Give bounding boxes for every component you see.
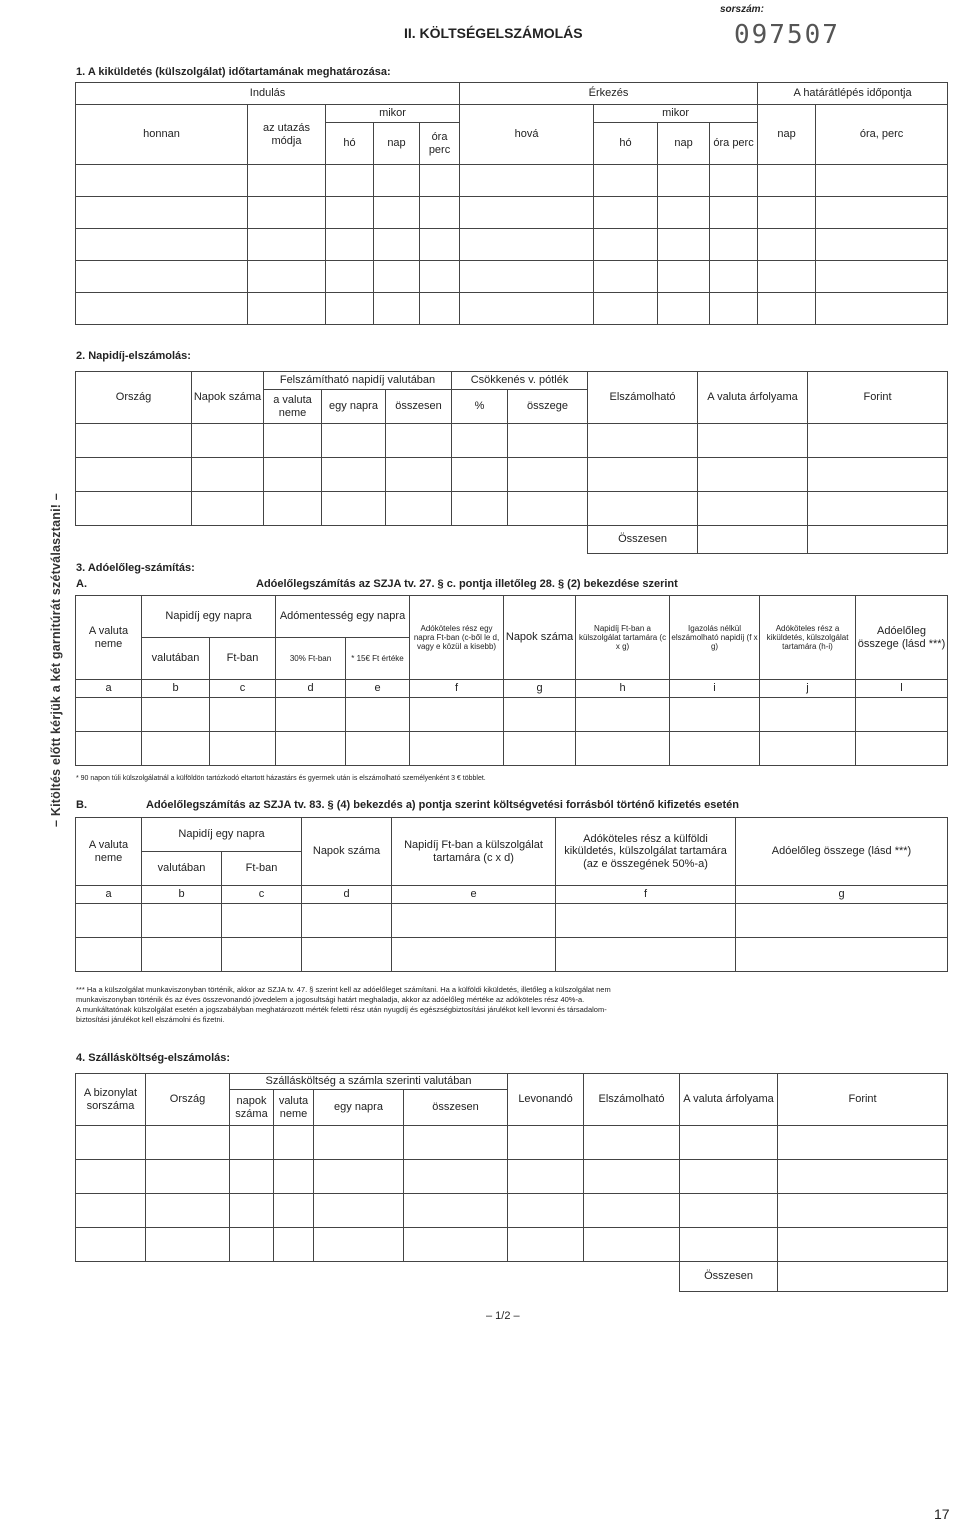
input-cell[interactable] [808,492,948,526]
footnote-star: * 90 napon túli külszolgálatnál a külföldön tartózkodó eltartott házastárs és gyermek után is elszámolható személyenként 3 € többlet. [76,775,486,782]
input-cell[interactable] [230,1194,274,1228]
input-cell[interactable] [778,1126,948,1160]
tax-advance-a-table [75,595,948,766]
input-cell[interactable] [192,424,264,458]
col-valutaban: valutában [142,638,210,680]
col-napok-szama: Napok száma [192,372,264,424]
letter-row [76,680,948,698]
col-adoeloleg: Adóelőleg összege (lásd ***) [856,596,948,680]
input-cell[interactable] [322,424,386,458]
input-cell[interactable] [76,424,192,458]
input-cell[interactable] [670,732,760,766]
col-nap: nap [374,123,420,165]
input-cell[interactable] [222,904,302,938]
col-napidij-egy-napra: Napidíj egy napra [142,818,302,852]
col-honnan: honnan [76,105,248,165]
input-cell[interactable] [274,1228,314,1262]
input-cell[interactable] [192,458,264,492]
section2-title: 2. Napidíj-elszámolás: [76,350,191,362]
input-cell[interactable] [404,1228,508,1262]
input-cell[interactable] [314,1126,404,1160]
input-cell[interactable] [508,492,588,526]
input-cell[interactable] [594,261,658,293]
input-cell[interactable] [588,492,698,526]
input-cell[interactable] [680,1194,778,1228]
section3-title: 3. Adóelőleg-számítás: [76,562,195,574]
input-cell[interactable] [76,293,248,325]
col-ft-ban: Ft-ban [210,638,276,680]
input-cell[interactable] [276,732,346,766]
notes-block [76,985,946,1026]
input-cell[interactable] [264,458,322,492]
input-cell[interactable] [816,197,948,229]
input-cell[interactable] [248,197,326,229]
col-utazas-modja: az utazás módja [248,105,326,165]
input-cell[interactable] [658,293,710,325]
column-letter: f [556,886,736,904]
section3b-label: B. [76,799,87,811]
col-forint: Forint [778,1074,948,1126]
col-mikor: mikor [326,105,460,123]
column-letter: h [576,680,670,698]
col-osszege: összege [508,390,588,424]
input-cell[interactable] [76,732,142,766]
col-elszamolhato: Elszámolható [588,372,698,424]
table-row[interactable] [76,197,948,229]
input-cell[interactable] [326,293,374,325]
column-letter: d [302,886,392,904]
table-row[interactable] [76,1160,948,1194]
input-cell[interactable] [670,698,760,732]
input-cell[interactable] [410,698,504,732]
per-diem-table [75,371,948,554]
input-cell[interactable] [588,458,698,492]
col-igazolas: Igazolás nélkül elszámolható napidíj (f x g) [670,596,760,680]
input-cell[interactable] [698,424,808,458]
input-cell[interactable] [210,698,276,732]
col-hova: hová [460,105,594,165]
col-levonando: Levonandó [508,1074,584,1126]
input-cell[interactable] [248,165,326,197]
table-row[interactable] [76,229,948,261]
serial-number: 097507 [734,20,840,50]
col-osszesen: összesen [404,1090,508,1126]
input-cell[interactable] [326,261,374,293]
input-cell[interactable] [386,424,452,458]
col-hatar-nap: nap [758,105,816,165]
table-row[interactable] [76,165,948,197]
input-cell[interactable] [248,293,326,325]
trip-duration-table [75,82,948,325]
input-cell[interactable] [710,261,758,293]
col-valuta-neme: a valuta neme [264,390,322,424]
section1-title: 1. A kiküldetés (külszolgálat) időtartamának meghatározása: [76,66,391,78]
col-eur15: * 15€ Ft értéke [346,638,410,680]
input-cell[interactable] [594,293,658,325]
input-cell[interactable] [146,1160,230,1194]
col-indulas: Indulás [76,83,460,105]
input-cell[interactable] [142,732,210,766]
col-valuta-neme: A valuta neme [76,596,142,680]
input-cell[interactable] [76,197,248,229]
per-diem-total-label: Összesen [588,526,698,554]
col-osszesen: összesen [386,390,452,424]
column-letter: c [222,886,302,904]
input-cell[interactable] [658,229,710,261]
input-cell[interactable] [816,229,948,261]
col-egy-napra: egy napra [322,390,386,424]
col-napidij-egy-napra: Napidíj egy napra [142,596,276,638]
input-cell[interactable] [758,229,816,261]
per-diem-total-rate[interactable] [698,526,808,554]
input-cell[interactable] [248,229,326,261]
col-erkezes: Érkezés [460,83,758,105]
input-cell[interactable] [302,904,392,938]
table-row[interactable] [76,1194,948,1228]
input-cell[interactable] [680,1160,778,1194]
input-cell[interactable] [302,938,392,972]
col-adokoteles: Adóköteles rész egy napra Ft-ban (c-ből le d, vagy e közül a kisebb) [410,596,504,680]
input-cell[interactable] [276,698,346,732]
input-cell[interactable] [420,261,460,293]
input-cell[interactable] [584,1160,680,1194]
input-cell[interactable] [374,165,420,197]
input-cell[interactable] [326,229,374,261]
table-row[interactable] [76,904,948,938]
input-cell[interactable] [386,458,452,492]
section3a-title: Adóelőlegszámítás az SZJA tv. 27. § c. pontja illetőleg 28. § (2) bekezdése szerint [256,578,678,590]
section3a-label: A. [76,578,87,590]
tax-advance-b-table [75,817,948,972]
input-cell[interactable] [778,1160,948,1194]
input-cell[interactable] [146,1126,230,1160]
input-cell[interactable] [346,698,410,732]
input-cell[interactable] [504,698,576,732]
column-letter: b [142,886,222,904]
input-cell[interactable] [420,197,460,229]
table-row[interactable] [76,698,948,732]
input-cell[interactable] [576,732,670,766]
input-cell[interactable] [76,1228,146,1262]
col-napok-szama: Napok száma [504,596,576,680]
accommodation-total-forint[interactable] [778,1262,948,1292]
section4-title: 4. Szállásköltség-elszámolás: [76,1052,231,1064]
col-pct30: 30% Ft-ban [276,638,346,680]
input-cell[interactable] [778,1228,948,1262]
note-line: *** Ha a külszolgálat munkaviszonyban történik, akkor az SZJA tv. 47. § szerint kell az adóelőleget számítani. Ha a külföldi kiküldetés, illetőleg a külszolgálat nem [76,985,611,994]
column-letter: d [276,680,346,698]
input-cell[interactable] [778,1194,948,1228]
input-cell[interactable] [420,229,460,261]
column-letter: l [856,680,948,698]
table-row[interactable] [76,1228,948,1262]
input-cell[interactable] [420,165,460,197]
input-cell[interactable] [76,904,142,938]
input-cell[interactable] [736,938,948,972]
input-cell[interactable] [698,492,808,526]
input-cell[interactable] [594,229,658,261]
table-row[interactable] [76,1126,948,1160]
col-ho: hó [326,123,374,165]
input-cell[interactable] [326,197,374,229]
input-cell[interactable] [392,938,556,972]
column-letter: e [392,886,556,904]
input-cell[interactable] [594,165,658,197]
col-valuta-neme: valuta neme [274,1090,314,1126]
col-adokoteles-resz: Adóköteles rész a kiküldetés, külszolgálat tartamára (h-i) [760,596,856,680]
table-row[interactable] [76,492,948,526]
input-cell[interactable] [264,424,322,458]
input-cell[interactable] [460,261,594,293]
input-cell[interactable] [508,458,588,492]
input-cell[interactable] [736,904,948,938]
col-felszamithato: Felszámítható napidíj valutában [264,372,452,390]
input-cell[interactable] [710,293,758,325]
input-cell[interactable] [76,1194,146,1228]
input-cell[interactable] [374,197,420,229]
input-cell[interactable] [588,424,698,458]
col-valutaban: valutában [142,852,222,886]
input-cell[interactable] [410,732,504,766]
column-letter: b [142,680,210,698]
input-cell[interactable] [460,197,594,229]
input-cell[interactable] [314,1228,404,1262]
col-nap-2: nap [658,123,710,165]
letter-row [76,886,948,904]
col-hatar-ora: óra, perc [816,105,948,165]
input-cell[interactable] [404,1126,508,1160]
input-cell[interactable] [452,424,508,458]
input-cell[interactable] [758,261,816,293]
col-napok-szama: Napok száma [302,818,392,886]
column-letter: a [76,680,142,698]
input-cell[interactable] [146,1228,230,1262]
note-line: biztosítási járulékot kell elszámolni és fizetni. [76,1015,225,1025]
input-cell[interactable] [680,1228,778,1262]
note-line: A munkáltatónak külszolgálat esetén a jogszabályban meghatározott mérték feletti rész után nyugdíj és egészségbiztosítási járulékot kell levonni és társadalom- [76,1005,607,1015]
input-cell[interactable] [76,938,142,972]
col-napidij-ft: Napidíj Ft-ban a külszolgálat tartamára (c x g) [576,596,670,680]
col-b-napidij-ft: Napidíj Ft-ban a külszolgálat tartamára (c x d) [392,818,556,886]
input-cell[interactable] [658,197,710,229]
accommodation-total-label: Összesen [680,1262,778,1292]
input-cell[interactable] [760,732,856,766]
input-cell[interactable] [584,1194,680,1228]
page-title: II. KÖLTSÉGELSZÁMOLÁS [404,25,583,41]
input-cell[interactable] [264,492,322,526]
input-cell[interactable] [404,1160,508,1194]
input-cell[interactable] [658,261,710,293]
col-mikor-2: mikor [594,105,758,123]
input-cell[interactable] [76,261,248,293]
col-ft-ban: Ft-ban [222,852,302,886]
table-row[interactable] [76,458,948,492]
input-cell[interactable] [680,1126,778,1160]
input-cell[interactable] [210,732,276,766]
input-cell[interactable] [230,1126,274,1160]
col-ora: óra perc [420,123,460,165]
input-cell[interactable] [508,1194,584,1228]
section3b-title: Adóelőlegszámítás az SZJA tv. 83. § (4) bekezdés a) pontja szerint költségvetési forrásból történő kifizetés esetén [146,799,739,811]
input-cell[interactable] [808,424,948,458]
col-adomentesseg: Adómentesség egy napra [276,596,410,638]
input-cell[interactable] [146,1194,230,1228]
col-b-adoeloleg: Adóelőleg összege (lásd ***) [736,818,948,886]
col-ho-2: hó [594,123,658,165]
input-cell[interactable] [508,1126,584,1160]
input-cell[interactable] [698,458,808,492]
column-letter: e [346,680,410,698]
input-cell[interactable] [460,229,594,261]
col-elszamolhato: Elszámolható [584,1074,680,1126]
note-line: munkaviszonyban történik és az éves összevonandó jövedelem a jogosultsági határt meghaladja, akkor az adóelőleg mértéke az adóköteles rész 40%-a. [76,995,585,1005]
col-bizonylat: A bizonylat sorszáma [76,1074,146,1126]
serial-label: sorszám: [720,4,764,15]
input-cell[interactable] [584,1228,680,1262]
page-number: – 1/2 – [486,1310,520,1322]
input-cell[interactable] [374,261,420,293]
col-b-adokoteles: Adóköteles rész a külföldi kiküldetés, külszolgálat tartamára (az e összegének 50%-a) [556,818,736,886]
col-pct: % [452,390,508,424]
table-row[interactable] [76,424,948,458]
input-cell[interactable] [508,1228,584,1262]
input-cell[interactable] [556,938,736,972]
input-cell[interactable] [856,698,948,732]
col-csokkenes: Csökkenés v. pótlék [452,372,588,390]
input-cell[interactable] [230,1228,274,1262]
table-row[interactable] [76,261,948,293]
input-cell[interactable] [322,492,386,526]
input-cell[interactable] [374,293,420,325]
input-cell[interactable] [274,1126,314,1160]
input-cell[interactable] [508,424,588,458]
column-letter: g [736,886,948,904]
input-cell[interactable] [816,165,948,197]
input-cell[interactable] [420,293,460,325]
input-cell[interactable] [594,197,658,229]
input-cell[interactable] [274,1194,314,1228]
col-arfolyam: A valuta árfolyama [680,1074,778,1126]
input-cell[interactable] [856,732,948,766]
input-cell[interactable] [274,1160,314,1194]
input-cell[interactable] [710,165,758,197]
input-cell[interactable] [142,904,222,938]
column-letter: f [410,680,504,698]
input-cell[interactable] [322,458,386,492]
input-cell[interactable] [760,698,856,732]
input-cell[interactable] [452,458,508,492]
input-cell[interactable] [392,904,556,938]
input-cell[interactable] [758,293,816,325]
input-cell[interactable] [386,492,452,526]
col-hatar: A határátlépés időpontja [758,83,948,105]
per-diem-total-forint[interactable] [808,526,948,554]
input-cell[interactable] [816,261,948,293]
input-cell[interactable] [758,197,816,229]
input-cell[interactable] [326,165,374,197]
side-instruction: – Kitöltés előtt kérjük a két garnitúrát szétválasztani! – [49,493,63,827]
input-cell[interactable] [76,492,192,526]
input-cell[interactable] [452,492,508,526]
col-szallas: Szállásköltség a számla szerinti valutában [230,1074,508,1090]
table-row[interactable] [76,293,948,325]
input-cell[interactable] [346,732,410,766]
input-cell[interactable] [658,165,710,197]
input-cell[interactable] [76,458,192,492]
input-cell[interactable] [248,261,326,293]
input-cell[interactable] [808,458,948,492]
col-orszag: Ország [146,1074,230,1126]
col-ora-2: óra perc [710,123,758,165]
input-cell[interactable] [556,904,736,938]
column-letter: g [504,680,576,698]
sheet-number: 17 [934,1506,950,1522]
column-letter: c [210,680,276,698]
table-row[interactable] [76,732,948,766]
input-cell[interactable] [76,1160,146,1194]
input-cell[interactable] [584,1126,680,1160]
input-cell[interactable] [142,938,222,972]
column-letter: i [670,680,760,698]
input-cell[interactable] [508,1160,584,1194]
input-cell[interactable] [576,698,670,732]
input-cell[interactable] [374,229,420,261]
input-cell[interactable] [76,698,142,732]
column-letter: j [760,680,856,698]
input-cell[interactable] [222,938,302,972]
input-cell[interactable] [460,293,594,325]
col-napok-szama: napok száma [230,1090,274,1126]
input-cell[interactable] [758,165,816,197]
input-cell[interactable] [314,1160,404,1194]
input-cell[interactable] [460,165,594,197]
input-cell[interactable] [404,1194,508,1228]
table-row[interactable] [76,938,948,972]
col-orszag: Ország [76,372,192,424]
col-arfolyam: A valuta árfolyama [698,372,808,424]
input-cell[interactable] [76,1126,146,1160]
input-cell[interactable] [142,698,210,732]
input-cell[interactable] [314,1194,404,1228]
input-cell[interactable] [710,197,758,229]
input-cell[interactable] [230,1160,274,1194]
input-cell[interactable] [816,293,948,325]
input-cell[interactable] [76,229,248,261]
input-cell[interactable] [192,492,264,526]
input-cell[interactable] [504,732,576,766]
column-letter: a [76,886,142,904]
col-valuta-neme: A valuta neme [76,818,142,886]
accommodation-table [75,1073,948,1292]
input-cell[interactable] [76,165,248,197]
input-cell[interactable] [710,229,758,261]
col-forint: Forint [808,372,948,424]
col-egy-napra: egy napra [314,1090,404,1126]
